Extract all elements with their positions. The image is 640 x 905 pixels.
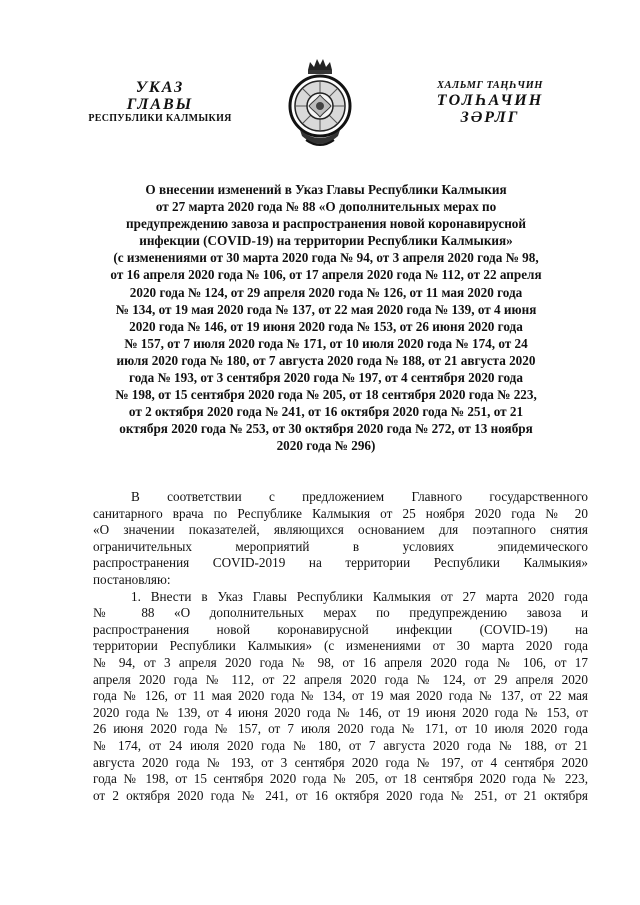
- body-line: апреля 2020 года № 112, от 22 апреля 2020 года № 124, от 29 апреля 2020: [93, 671, 588, 687]
- header-right-tanhchin: ХАЛЬМГ ТАҢҺЧИН: [437, 80, 543, 91]
- body-line: года № 198, от 15 сентября 2020 года № 205, от 18 сентября 2020 года № 223,: [93, 771, 588, 787]
- header-right-block: [405, 80, 575, 127]
- title-line: № 157, от 7 июля 2020 года № 171, от 10 июля 2020 года № 174, от 24: [124, 335, 528, 351]
- header-left-republic: РЕСПУБЛИКИ КАЛМЫКИЯ: [88, 112, 232, 124]
- title-line: от 16 апреля 2020 года № 106, от 17 апреля 2020 года № 112, от 22 апреля: [110, 267, 542, 283]
- body-line: от 2 октября 2020 года № 241, от 16 октября 2020 года № 251, от 21 октября: [93, 787, 588, 803]
- body-line: 26 июня 2020 года № 157, от 7 июля 2020 года № 171, от 10 июля 2020 года: [93, 721, 588, 737]
- title-line: О внесении изменений в Указ Главы Республики Калмыкия: [145, 182, 507, 197]
- title-line: от 27 марта 2020 года № 88 «О дополнительных мерах по: [155, 199, 497, 215]
- body-line: августа 2020 года № 193, от 3 сентября 2020 года № 197, от 4 сентября 2020: [93, 754, 588, 770]
- header-left-ukaz: УКАЗ: [135, 79, 185, 96]
- title-line: 2020 года № 124, от 29 апреля 2020 года № 126, от 11 мая 2020 года: [129, 284, 523, 300]
- body-line: № 94, от 3 апреля 2020 года № 98, от 16 апреля 2020 года № 106, от 17: [93, 654, 588, 670]
- title-line: 2020 года № 146, от 19 июня 2020 года № 153, от 26 июня 2020 года: [129, 318, 523, 334]
- title-line: июля 2020 года № 180, от 7 августа 2020 года № 188, от 21 августа 2020: [116, 352, 536, 368]
- title-line: от 2 октября 2020 года № 241, от 16 октября 2020 года № 251, от 21: [128, 404, 524, 420]
- body-line: постановляю:: [93, 571, 171, 587]
- header-left-glavy: ГЛАВЫ: [126, 95, 194, 113]
- title-line: предупреждению завоза и распространения новой коронавирусной: [126, 216, 526, 232]
- body-line: распространения новой коронавирусной инфекции (COVID-19) на: [93, 621, 588, 637]
- title-line: № 134, от 19 мая 2020 года № 137, от 22 мая 2020 года № 139, от 4 июня: [115, 301, 537, 317]
- body-line: распространения COVID-2019 на территории Республики Калмыкия»: [93, 555, 588, 571]
- body-line: В соответствии с предложением Главного государственного: [131, 489, 588, 504]
- body-line: года № 126, от 11 мая 2020 года № 134, от 19 мая 2020 года № 137, от 22 мая: [93, 688, 588, 704]
- body-line: № 174, от 24 июля 2020 года № 180, от 7 августа 2020 года № 188, от 21: [93, 737, 588, 753]
- body-line: № 88 «О дополнительных мерах по предупреждению завоза и: [93, 605, 588, 621]
- title-line: № 198, от 15 сентября 2020 года № 205, от 18 сентября 2020 года № 223,: [115, 387, 537, 403]
- header-left-block: [70, 80, 250, 124]
- title-line: (с изменениями от 30 марта 2020 года № 94, от 3 апреля 2020 года № 98,: [113, 250, 539, 266]
- body-line: ограничительных мероприятий в условиях эпидемического: [93, 538, 588, 554]
- kalmykia-coat-of-arms-icon: [284, 56, 356, 156]
- document-body: [93, 489, 588, 804]
- body-line: «О значении показателей, являющихся основанием для поэтапного снятия: [93, 522, 588, 538]
- title-line: 2020 года № 296): [276, 438, 376, 454]
- body-line: санитарного врача по Республике Калмыкия от 25 ноября 2020 года № 20: [93, 505, 588, 521]
- title-line: октября 2020 года № 253, от 30 октября 2020 года № 272, от 13 ноября: [119, 421, 533, 437]
- body-line: 2020 года № 139, от 4 июня 2020 года № 146, от 19 июня 2020 года № 153, от: [93, 704, 588, 720]
- body-line: 1. Внести в Указ Главы Республики Калмыкия от 27 марта 2020 года: [131, 588, 588, 604]
- header-right-tolhachin: ТОЛҺАЧИН: [436, 91, 544, 109]
- document-title: [82, 181, 570, 455]
- body-line: территории Республики Калмыкия» (с изменениями от 30 марта 2020 года: [93, 638, 588, 654]
- title-line: года № 193, от 3 сентября 2020 года № 197, от 4 сентября 2020 года: [129, 370, 523, 386]
- header-right-zorlg: ЗӘРЛГ: [460, 109, 520, 127]
- title-line: инфекции (COVID-19) на территории Республики Калмыкия»: [139, 233, 513, 249]
